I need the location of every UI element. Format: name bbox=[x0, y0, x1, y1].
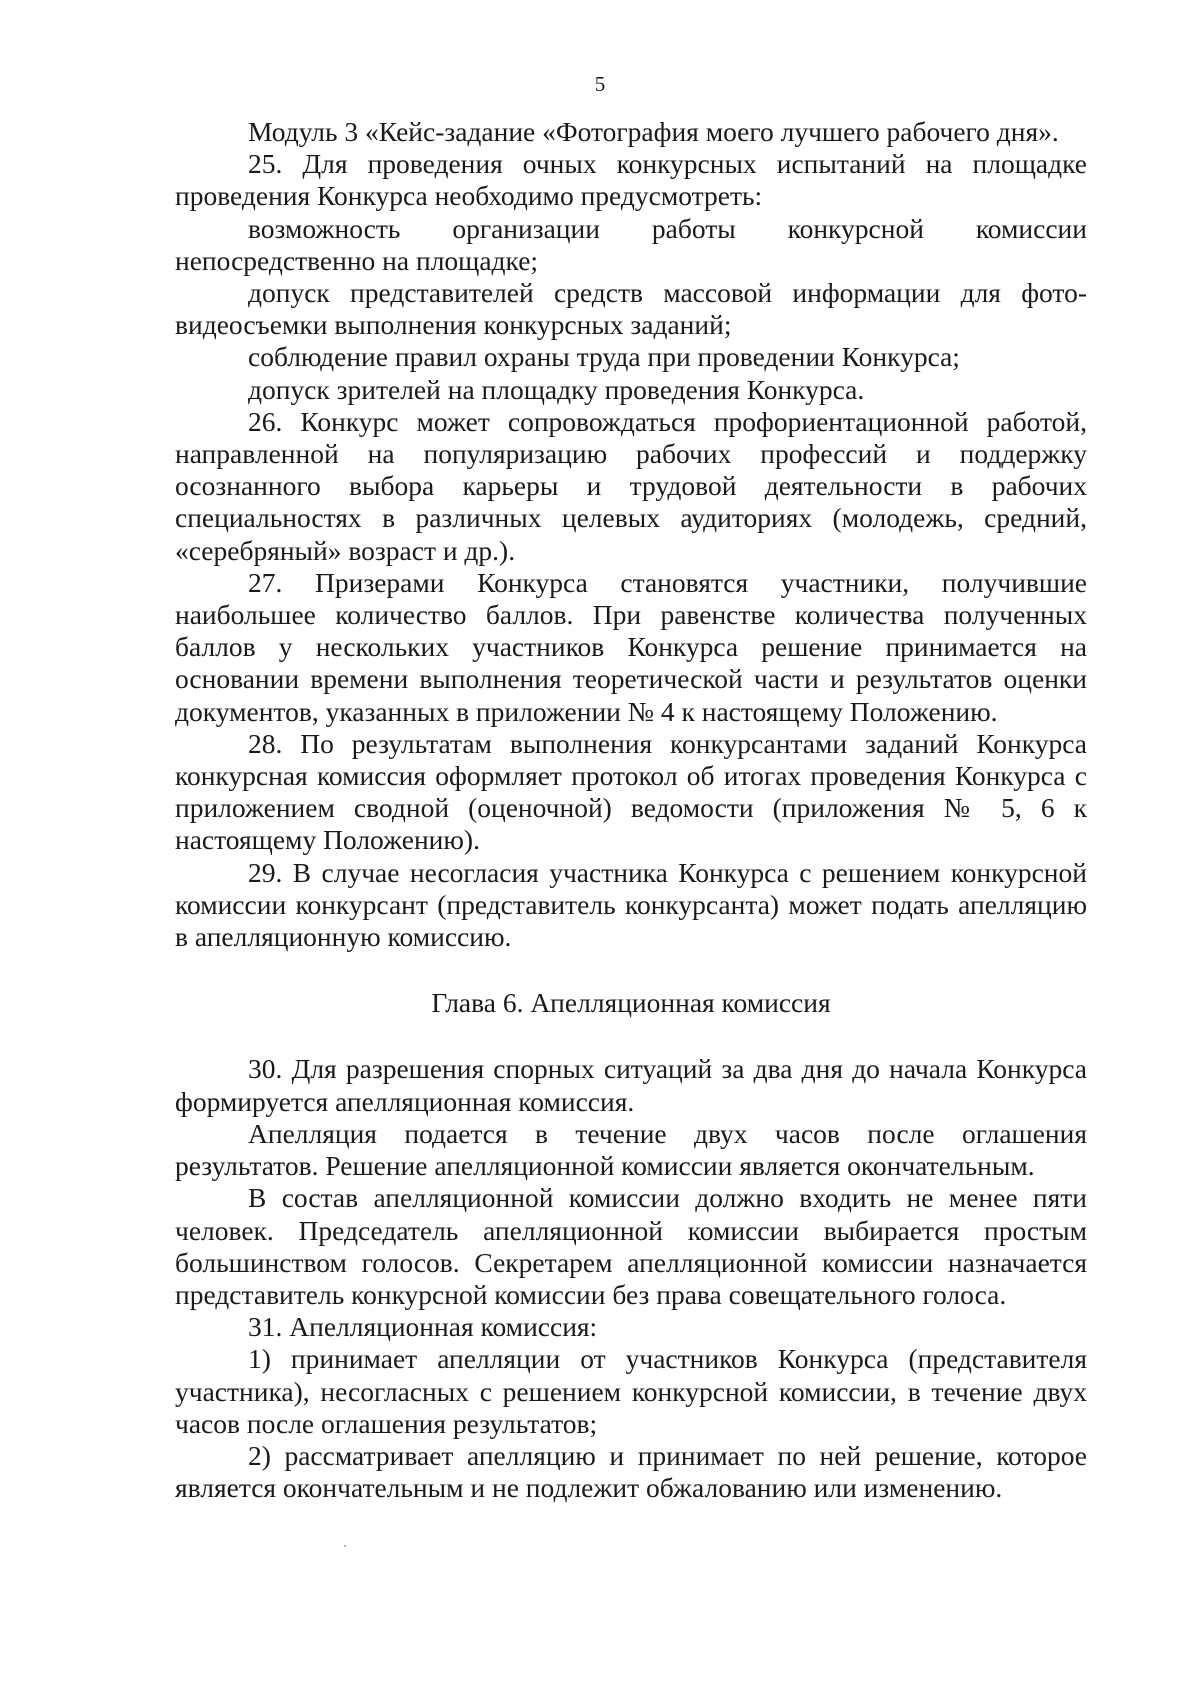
list-item-commission: возможность организации работы конкурсной комиссии непосредственно на площадке; bbox=[175, 212, 1087, 276]
paragraph-25: 25. Для проведения очных конкурсных испытаний на площадке проведения Конкурса необходимо предусмотреть: bbox=[175, 148, 1087, 212]
paragraph-30: 30. Для разрешения спорных ситуаций за два дня до начала Конкурса формируется апелляционная комиссия. bbox=[175, 1053, 1087, 1117]
list-item-media: допуск представителей средств массовой информации для фото-видеосъемки выполнения конкурсных заданий; bbox=[175, 277, 1087, 341]
paragraph-31: 31. Апелляционная комиссия: bbox=[248, 1311, 598, 1343]
list-item-spectators: допуск зрителей на площадку проведения Конкурса. bbox=[248, 373, 865, 405]
document-body bbox=[175, 116, 1087, 1504]
paragraph-appeal-timing: Апелляция подается в течение двух часов после оглашения результатов. Решение апелляционной комиссии является окончательным. bbox=[175, 1117, 1087, 1182]
paragraph-composition: В состав апелляционной комиссии должно входить не менее пяти человек. Председатель апелляционной комиссии выбирается простым большинством голосов. Секретарем апелляционной комиссии назначается представитель конкурсной комиссии без права совещательного голоса. bbox=[175, 1182, 1087, 1310]
scan-speck bbox=[344, 1545, 346, 1547]
paragraph-27: 27. Призерами Конкурса становятся участники, получившие наибольшее количество баллов. При равенстве количества полученных баллов у нескольких участников Конкурса решение принимается на основании времени выполнения теоретической части и результатов оценки документов, указанных в приложении № 4 к настоящему Положению. bbox=[175, 566, 1087, 727]
page-number: 5 bbox=[594, 72, 606, 96]
list-item-accepts-appeals: 1) принимает апелляции от участников Конкурса (представителя участника), несогласных с решением конкурсной комиссии, в течение двух часов после оглашения результатов; bbox=[175, 1343, 1087, 1439]
paragraph-29: 29. В случае несогласия участника Конкурса с решением конкурсной комиссии конкурсант (представитель конкурсанта) может подать апелляцию в апелляционную комиссию. bbox=[175, 856, 1087, 953]
list-item-reviews-appeal: 2) рассматривает апелляцию и принимает по ней решение, которое является окончательным и не подлежит обжалованию или изменению. bbox=[175, 1439, 1087, 1504]
paragraph-26: 26. Конкурс может сопровождаться профориентационной работой, направленной на популяризацию рабочих профессий и поддержку осознанного выбора карьеры и трудовой деятельности в рабочих специальностях в различных целевых аудиториях (молодежь, средний, «серебряный» возраст и др.). bbox=[175, 405, 1087, 566]
paragraph-module-3: Модуль 3 «Кейс-задание «Фотография моего лучшего рабочего дня». bbox=[248, 116, 1059, 147]
list-item-safety: соблюдение правил охраны труда при проведении Конкурса; bbox=[248, 341, 960, 373]
paragraph-28: 28. По результатам выполнения конкурсантами заданий Конкурса конкурсная комиссия оформляет протокол об итогах проведения Конкурса с приложением сводной (оценочной) ведомости (приложения № 5, 6 к настоящему Положению). bbox=[175, 727, 1087, 856]
chapter-heading: Глава 6. Апелляционная комиссия bbox=[431, 987, 831, 1019]
